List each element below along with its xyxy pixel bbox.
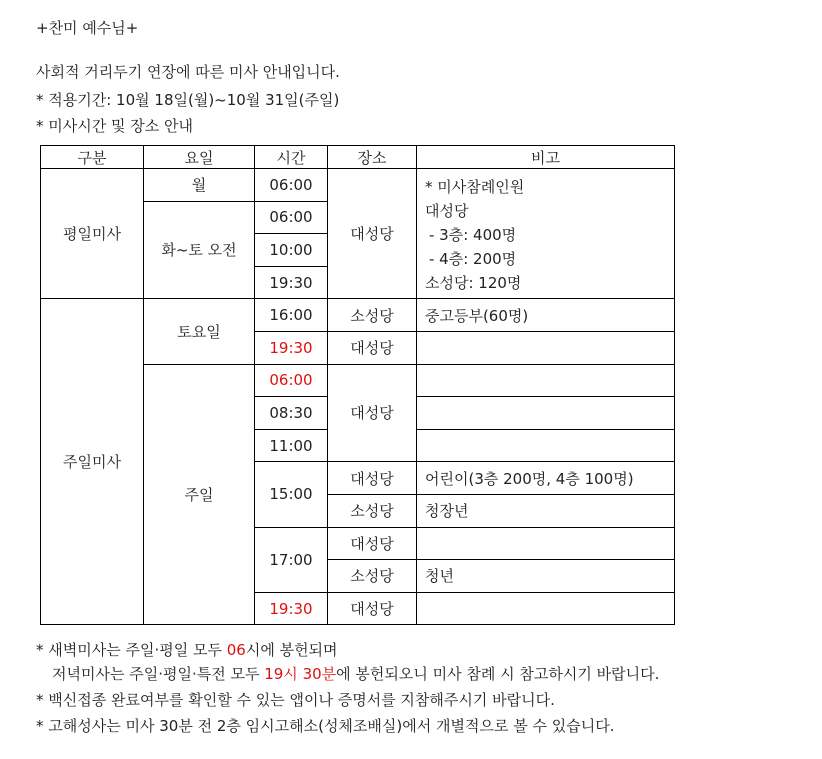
footer-dawn-time: 06 xyxy=(226,641,246,659)
note-cell xyxy=(417,592,675,625)
attendance-main: 대성당 xyxy=(425,202,469,220)
period-text: * 적용기간: 10월 18일(월)~10월 31일(주일) xyxy=(36,91,340,109)
time-cell: 08:30 xyxy=(255,397,328,430)
intro-text: 사회적 거리두기 연장에 따른 미사 안내입니다. xyxy=(36,63,340,81)
note-cell: 청장년 xyxy=(417,494,675,527)
place-cell: 소성당 xyxy=(328,299,417,332)
footer-dawn-end: 시에 봉헌되며 xyxy=(245,641,338,659)
header-category: 구분 xyxy=(41,146,144,169)
time-cell: 06:00 xyxy=(255,201,328,234)
day-tue-sat: 화~토 오전 xyxy=(144,201,255,299)
time-cell: 19:30 xyxy=(255,592,328,625)
note-cell xyxy=(417,331,675,364)
place-cell: 소성당 xyxy=(328,494,417,527)
footer-vaccine: * 백신접종 완료여부를 확인할 수 있는 앱이나 증명서를 지참해주시기 바랍니다. xyxy=(36,691,555,709)
footer-dawn-text: * 새벽미사는 주일·평일 모두 xyxy=(36,641,227,659)
mass-schedule-table xyxy=(40,145,675,625)
attendance-note xyxy=(417,169,675,299)
place-cell: 소성당 xyxy=(328,560,417,593)
note-cell xyxy=(417,364,675,397)
header-time: 시간 xyxy=(255,146,328,169)
place-cell: 대성당 xyxy=(328,527,417,560)
attendance-floor3: - 3층: 400명 xyxy=(429,226,517,244)
note-cell: 청년 xyxy=(417,560,675,593)
time-cell: 06:00 xyxy=(255,169,328,202)
note-cell: 어린이(3층 200명, 4층 100명) xyxy=(417,462,675,495)
time-cell: 06:00 xyxy=(255,364,328,397)
table-row xyxy=(41,169,675,202)
header-day: 요일 xyxy=(144,146,255,169)
time-cell: 16:00 xyxy=(255,299,328,332)
note-cell xyxy=(417,527,675,560)
footer-confession: * 고해성사는 미사 30분 전 2층 임시고해소(성체조배실)에서 개별적으로 볼 수 있습니다. xyxy=(36,717,615,735)
time-cell: 11:00 xyxy=(255,429,328,462)
attendance-title: * 미사참례인원 xyxy=(425,178,525,196)
footer-evening-time: 19시 30분 xyxy=(264,665,337,683)
time-cell: 19:30 xyxy=(255,266,328,299)
place-cell: 대성당 xyxy=(328,331,417,364)
table-row xyxy=(41,299,675,332)
weekday-label: 평일미사 xyxy=(41,169,144,299)
time-cell: 17:00 xyxy=(255,527,328,592)
sunday-label: 주일미사 xyxy=(41,299,144,625)
attendance-small: 소성당: 120명 xyxy=(425,274,522,292)
place-cell: 대성당 xyxy=(328,462,417,495)
table-header-row xyxy=(41,146,675,169)
note-cell xyxy=(417,397,675,430)
greeting: +찬미 예수님+ xyxy=(36,19,139,37)
footer-evening xyxy=(52,664,659,684)
day-sunday: 주일 xyxy=(144,364,255,625)
time-cell: 19:30 xyxy=(255,331,328,364)
footer-evening-a: 저녁미사는 주일·평일·특전 모두 xyxy=(52,665,265,683)
header-place: 장소 xyxy=(328,146,417,169)
place-cell: 대성당 xyxy=(328,364,417,462)
footer-evening-b: 에 봉헌되오니 미사 참례 시 참고하시기 바랍니다. xyxy=(336,665,660,683)
place-cell: 대성당 xyxy=(328,169,417,299)
header-note: 비고 xyxy=(417,146,675,169)
attendance-floor4: - 4층: 200명 xyxy=(429,250,517,268)
note-cell xyxy=(417,429,675,462)
footer-dawn xyxy=(36,640,338,660)
place-cell: 대성당 xyxy=(328,592,417,625)
note-cell: 중고등부(60명) xyxy=(417,299,675,332)
time-cell: 10:00 xyxy=(255,234,328,267)
day-saturday: 토요일 xyxy=(144,299,255,364)
section-title: * 미사시간 및 장소 안내 xyxy=(36,117,193,135)
time-cell: 15:00 xyxy=(255,462,328,527)
day-mon: 월 xyxy=(144,169,255,202)
